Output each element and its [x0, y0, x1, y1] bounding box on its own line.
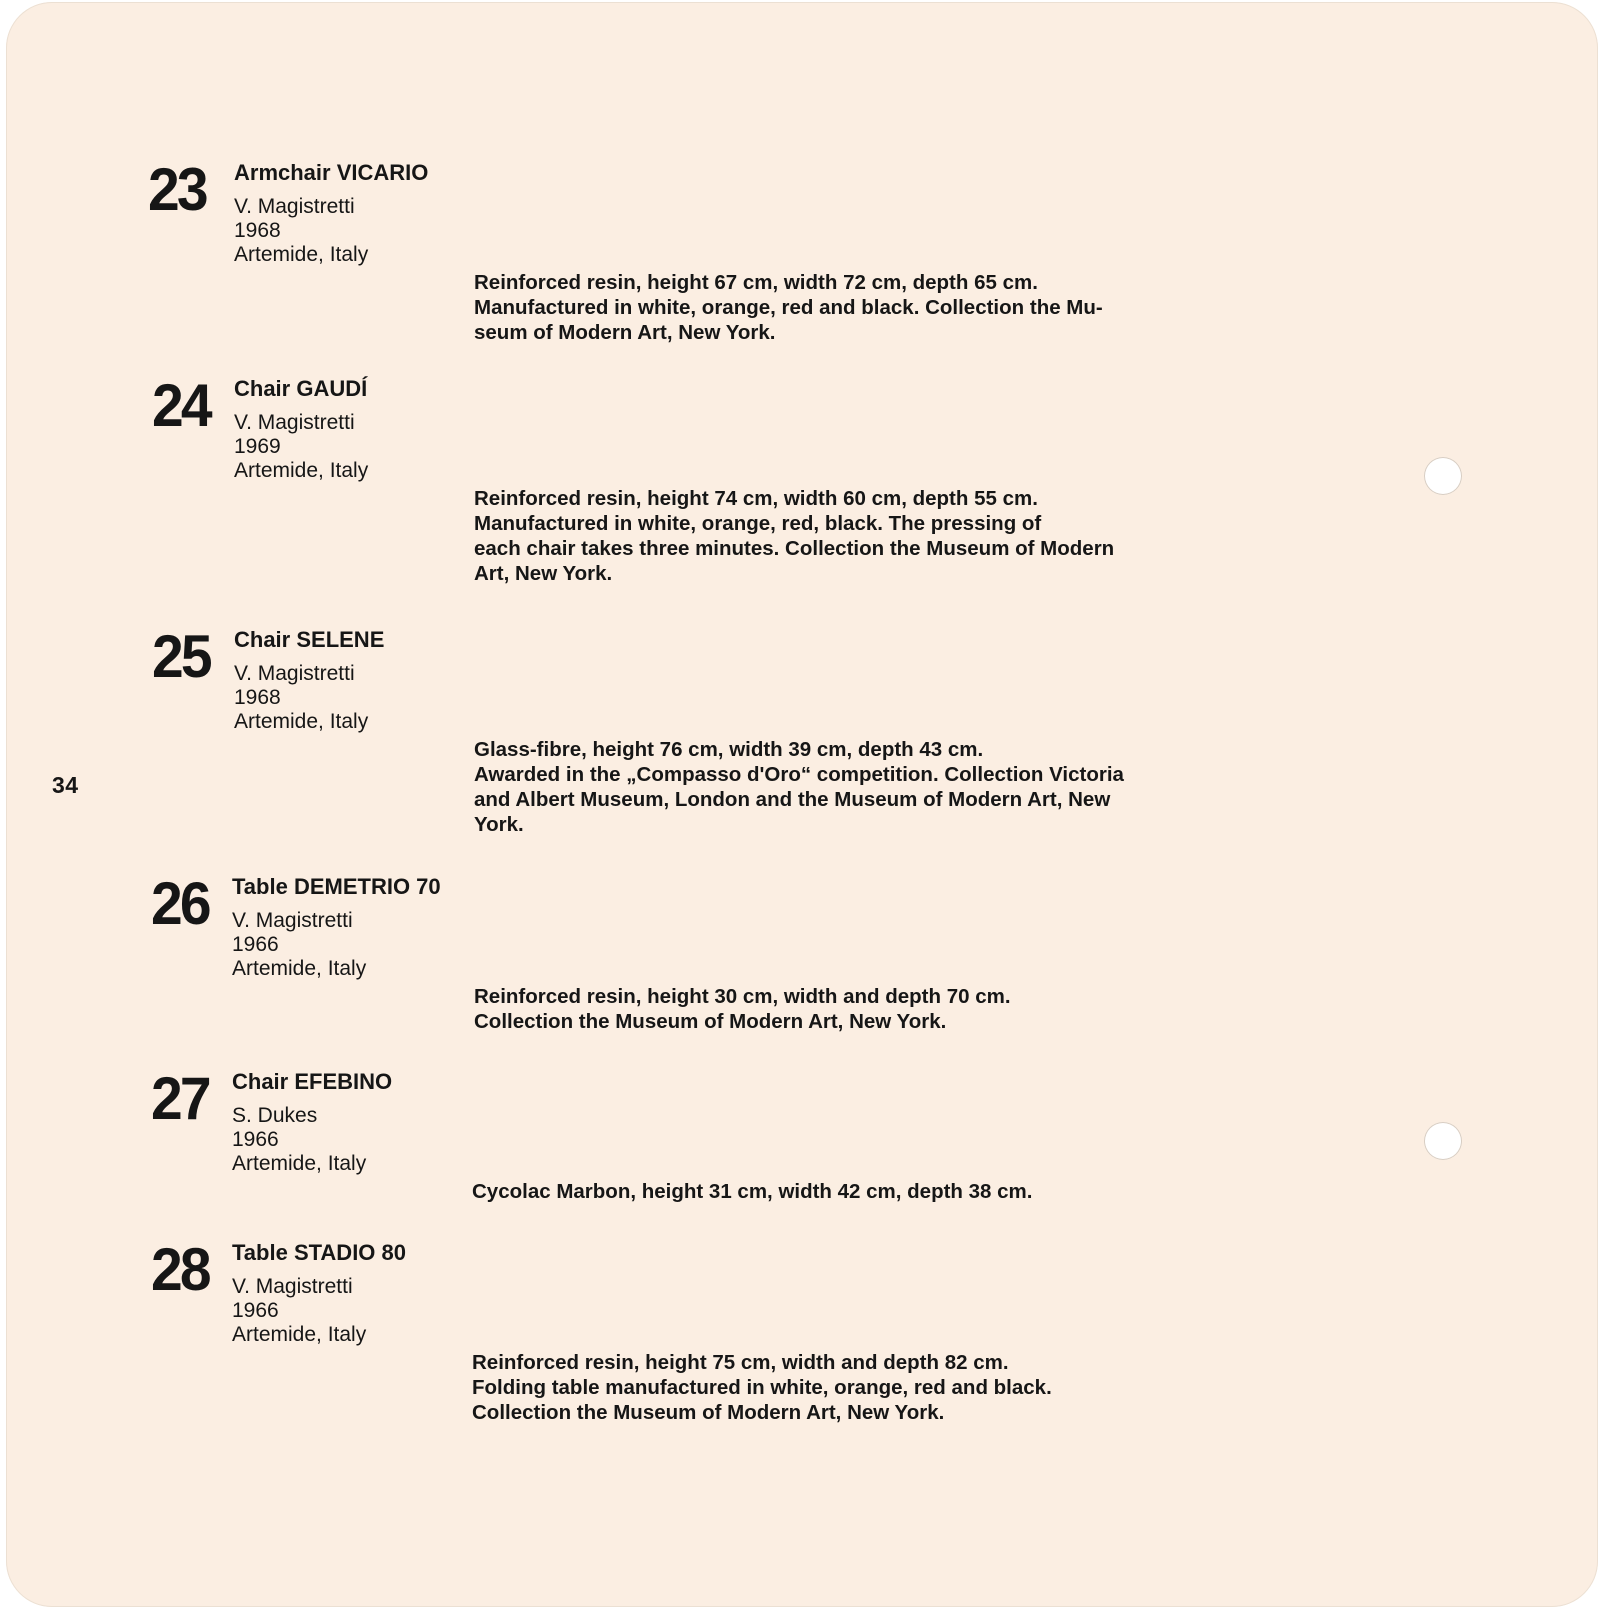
- entry-description-line: Collection the Museum of Modern Art, New York.: [474, 1010, 947, 1033]
- entry-description-line: Cycolac Marbon, height 31 cm, width 42 cm, depth 38 cm.: [472, 1180, 1033, 1203]
- entry-designer: V. Magistretti: [232, 909, 353, 932]
- entry-manufacturer: Artemide, Italy: [234, 710, 369, 733]
- binder-hole-lower: [1424, 1122, 1462, 1160]
- entry-description-line: Glass-fibre, height 76 cm, width 39 cm, depth 43 cm.: [474, 738, 984, 761]
- entry-description-line: Manufactured in white, orange, red and black. Collection the Mu-: [474, 296, 1103, 319]
- entry-number: 27: [151, 1065, 209, 1132]
- entry-number: 25: [152, 623, 210, 690]
- entry-description-line: Reinforced resin, height 67 cm, width 72 cm, depth 65 cm.: [474, 271, 1038, 294]
- entry-title: Table DEMETRIO 70: [232, 874, 441, 899]
- entry-number: 28: [151, 1236, 209, 1303]
- entry-description-line: Art, New York.: [474, 562, 613, 585]
- entry-manufacturer: Artemide, Italy: [234, 459, 369, 482]
- entry-manufacturer: Artemide, Italy: [234, 243, 369, 266]
- entry-title: Chair SELENE: [234, 627, 385, 652]
- entry-description-line: Reinforced resin, height 30 cm, width and depth 70 cm.: [474, 985, 1011, 1008]
- entry-description-line: Manufactured in white, orange, red, black. The pressing of: [474, 512, 1042, 535]
- entry-description-line: Reinforced resin, height 75 cm, width and depth 82 cm.: [472, 1351, 1009, 1374]
- entry-description-line: Awarded in the „Compasso d'Oro“ competition. Collection Victoria: [474, 763, 1124, 786]
- entry-title: Table STADIO 80: [232, 1240, 407, 1265]
- entry-year: 1968: [234, 219, 281, 242]
- entry-designer: V. Magistretti: [234, 662, 355, 685]
- entry-description-line: seum of Modern Art, New York.: [474, 321, 776, 344]
- entry-year: 1969: [234, 435, 281, 458]
- binder-hole-upper: [1424, 457, 1462, 495]
- catalog-page: [6, 2, 1598, 1607]
- entry-title: Chair GAUDÍ: [234, 376, 368, 401]
- entry-year: 1966: [232, 1128, 279, 1151]
- entry-description-line: and Albert Museum, London and the Museum of Modern Art, New: [474, 788, 1111, 811]
- entry-number: 26: [151, 870, 209, 937]
- entry-description-line: York.: [474, 813, 524, 836]
- entry-year: 1966: [232, 933, 279, 956]
- entry-designer: V. Magistretti: [234, 195, 355, 218]
- entry-designer: V. Magistretti: [232, 1275, 353, 1298]
- entry-designer: V. Magistretti: [234, 411, 355, 434]
- entry-description-line: Collection the Museum of Modern Art, New York.: [472, 1401, 945, 1424]
- entry-title: Chair EFEBINO: [232, 1069, 393, 1094]
- entry-manufacturer: Artemide, Italy: [232, 1323, 367, 1346]
- entry-number: 24: [152, 372, 210, 439]
- entry-manufacturer: Artemide, Italy: [232, 957, 367, 980]
- entry-description-line: Reinforced resin, height 74 cm, width 60 cm, depth 55 cm.: [474, 487, 1038, 510]
- entry-title: Armchair VICARIO: [234, 160, 429, 185]
- entry-year: 1968: [234, 686, 281, 709]
- entry-number: 23: [148, 156, 206, 223]
- entry-description-line: each chair takes three minutes. Collection the Museum of Modern: [474, 537, 1115, 560]
- entry-manufacturer: Artemide, Italy: [232, 1152, 367, 1175]
- entry-designer: S. Dukes: [232, 1104, 318, 1127]
- page-number: 34: [52, 772, 79, 798]
- entry-description-line: Folding table manufactured in white, orange, red and black.: [472, 1376, 1052, 1399]
- entry-year: 1966: [232, 1299, 279, 1322]
